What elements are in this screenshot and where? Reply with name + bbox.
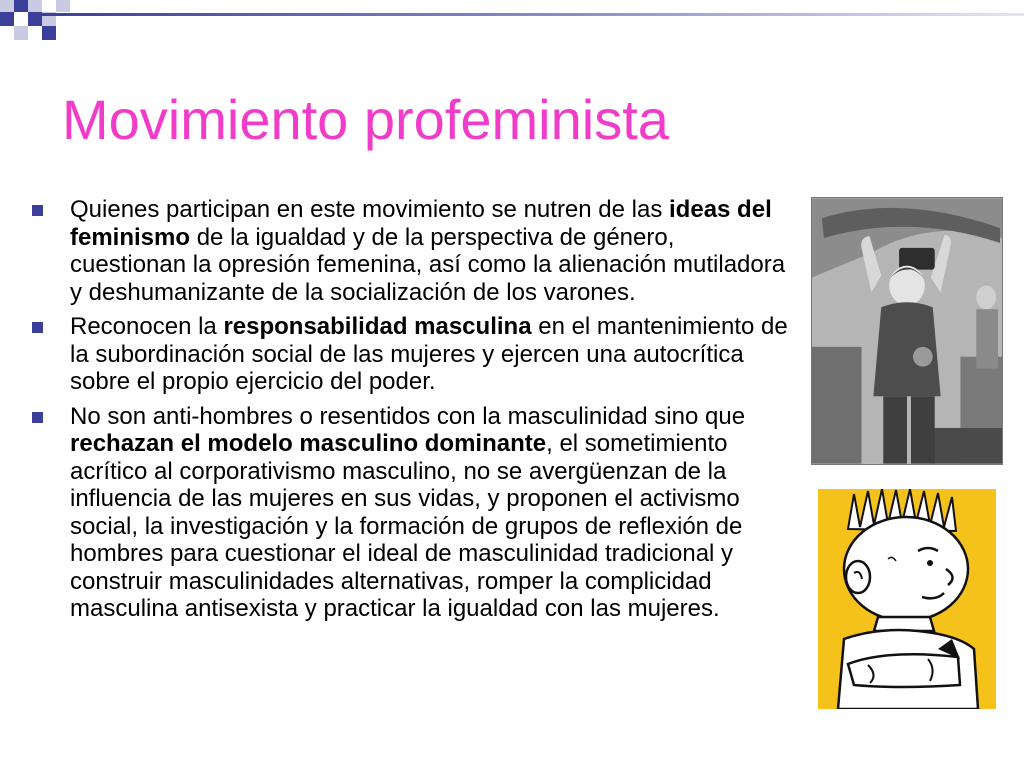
bullet-list — [30, 196, 792, 630]
deco-square-gray-5 — [56, 0, 70, 12]
deco-square-gray-4 — [14, 26, 28, 40]
square-bullet-icon — [32, 322, 43, 333]
square-bullet-icon — [32, 205, 43, 216]
bullet-item-1 — [30, 196, 792, 306]
corner-decoration — [0, 0, 1024, 48]
photo-woman-worker-icon — [811, 197, 1003, 465]
bullet-item-2 — [30, 313, 792, 396]
bullet-text: Quienes participan en este movimiento se nutren de las ideas del feminismo de la igualdad y de la perspectiva de género, cuestionan la opresión femenina, así como la alienación mutiladora y deshumanizante de la socialización de los varones. — [70, 196, 786, 306]
bullet-text: Reconocen la responsabilidad masculina en el mantenimiento de la subordinación social de las mujeres y ejercen una autocrítica sobre el propio ejercicio del poder. — [70, 313, 788, 395]
square-bullet-icon — [32, 412, 43, 423]
deco-gradient-line — [42, 13, 1024, 16]
bullet-item-3 — [30, 403, 792, 623]
slide-title: Movimiento profeminista — [62, 88, 669, 151]
deco-square-gray-2 — [28, 0, 42, 12]
deco-square-blue-4 — [42, 26, 56, 40]
deco-square-gray-1 — [0, 0, 14, 12]
cartoon-boy-arms-crossed-icon — [818, 489, 996, 709]
deco-square-blue-1 — [14, 0, 28, 12]
deco-square-blue-2 — [0, 12, 14, 26]
deco-square-blue-3 — [28, 12, 42, 26]
bullet-text: No son anti-hombres o resentidos con la masculinidad sino que rechazan el modelo masculino dominante, el sometimiento acrítico al corporativismo masculino, no se avergüenzan de la influencia de las mujeres en sus vidas, y proponen el activismo social, la investigación y la formación de grupos de reflexión de hombres para cuestionar el ideal de masculinidad tradicional y construir masculinidades alternativas, romper la complicidad masculina antisexista y practicar la igualdad con las mujeres. — [70, 402, 746, 622]
